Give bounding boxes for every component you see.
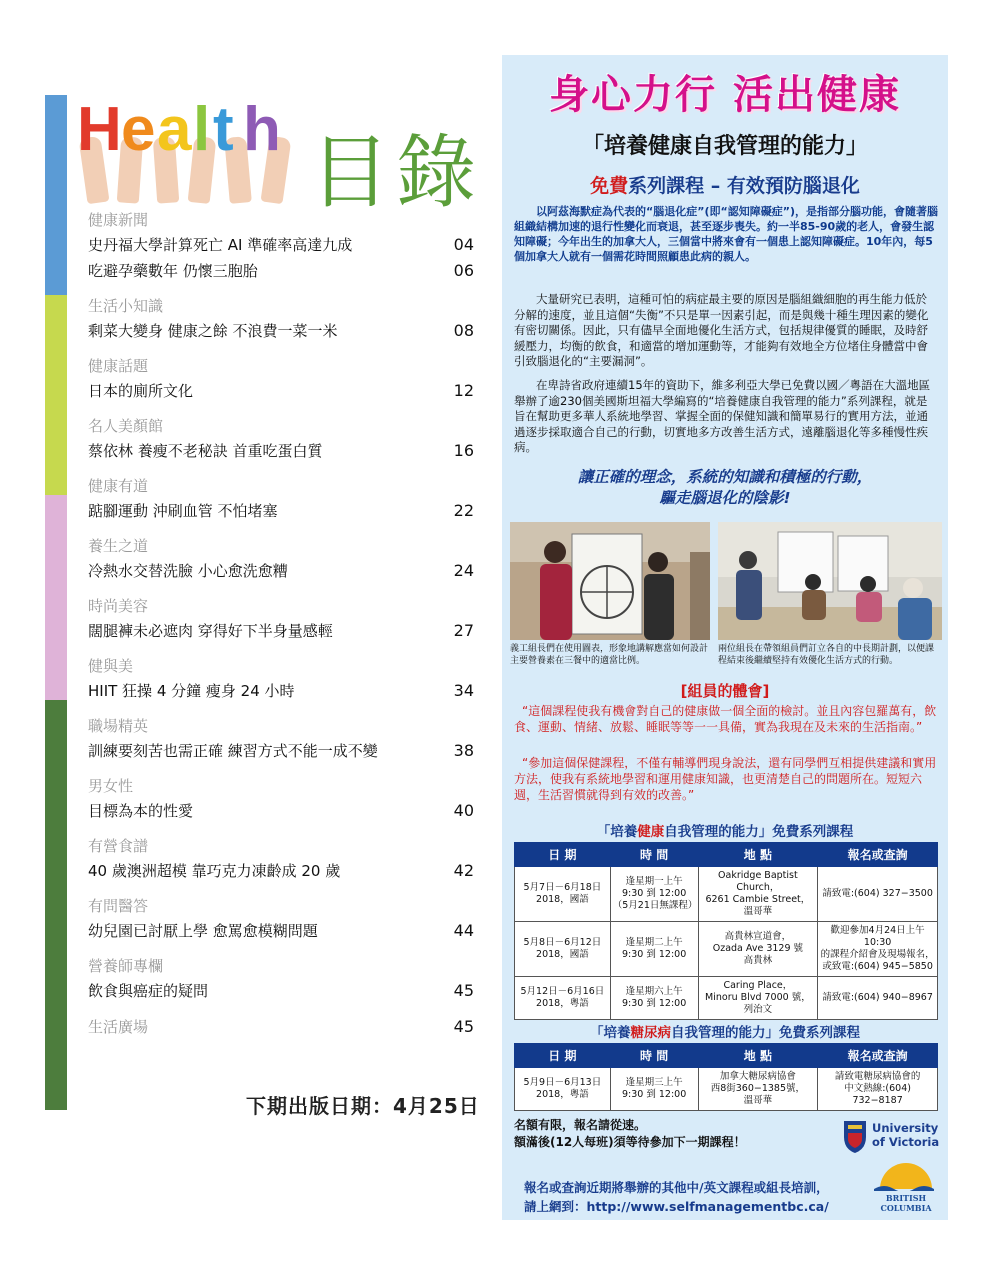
- bc-logo: [870, 1163, 936, 1215]
- schedule-2-title-pre: 「培養: [590, 1025, 631, 1041]
- toc-list: [88, 208, 474, 1040]
- toc-entry-page: 08: [453, 321, 474, 340]
- member-feedback-title: [組員的體會]: [680, 682, 770, 700]
- toc-entry-title: 目標為本的性愛: [88, 802, 194, 820]
- toc-entry[interactable]: [88, 978, 474, 1004]
- member-quote-2: “參加這個保健課程，不僅有輔導們現身說法，還有同學們互相提供建議和實用方法，使我有系統地學習和運用健康知識，也更清楚自己的問題所在。短短六週，生活習慣就得到有效的改善。”: [514, 756, 937, 802]
- toc-entry[interactable]: [88, 678, 474, 704]
- toc-category: 健康有道: [88, 477, 149, 495]
- table-cell: 逢星期三上午 9:30 到 12:00: [610, 1068, 698, 1111]
- color-bar-blue: [45, 95, 67, 295]
- table-header-cell: 報名或查詢: [818, 843, 938, 867]
- table-header-row: [515, 843, 938, 867]
- toc-entry-title: HIIT 狂操 4 分鐘 瘦身 24 小時: [88, 682, 295, 700]
- ad-paragraph-1: 大量研究已表明，這種可怕的病症最主要的原因是腦組織細胞的再生能力低於分解的速度，並且這個“失衡”不只是單一因素引起，而是與幾十種生理因素的變化有密切關係。因此，只有儘早全面地優化生活方式，包括規律優質的睡眠，及時舒緩壓力，均衡的飲食，和適當的增加運動等，才能夠有效地全方位堵住身體當中會引致腦退化的“主要漏洞”。: [514, 292, 929, 368]
- course-advertisement: [502, 55, 948, 1220]
- table-cell: Caring Place， Minoru Blvd 7000 號， 列治文: [698, 977, 818, 1020]
- toc-category: 時尚美容: [88, 597, 149, 615]
- svg-text:H: H: [77, 95, 122, 164]
- ad-intro: 以阿茲海默症為代表的“腦退化症”(即“認知障礙症”)，是指部分腦功能，會隨著腦組織結構加速的退行性變化而衰退，甚至逐步喪失。約一半85-90歲的老人，會發生認知障礙；今年出生的加拿大人，三個當中將來會有一個患上認知障礙症。10年內，每5個加拿大人就有一個需花時間照顧患此病的親人。: [514, 205, 938, 263]
- table-header-cell: 時 間: [610, 1044, 698, 1068]
- photo-volunteers-chart: [510, 522, 710, 640]
- toc-category: 健康話題: [88, 357, 149, 375]
- toc-entry-title: 史丹福大學計算死亡 AI 準確率高達九成: [88, 236, 353, 254]
- toc-entry-title: 剩菜大變身 健康之餘 不浪費一菜一米: [88, 322, 338, 340]
- toc-entry-page: 04: [453, 235, 474, 254]
- ad-course-line: [502, 171, 948, 198]
- schedule-table-diabetes: [514, 1043, 938, 1111]
- table-row: [515, 1068, 938, 1111]
- table-row: [515, 977, 938, 1020]
- toc-entry[interactable]: [88, 618, 474, 644]
- table-cell: 請致電:(604) 327−3500: [818, 867, 938, 922]
- svg-text:a: a: [157, 95, 192, 164]
- toc-category: 健康新聞: [88, 211, 149, 229]
- schedule-2-title-highlight: 糖尿病: [630, 1025, 671, 1041]
- table-header-cell: 時 間: [610, 843, 698, 867]
- uvic-logo-line-1: University: [872, 1121, 939, 1135]
- table-header-row: [515, 1044, 938, 1068]
- toc-entry[interactable]: [88, 798, 474, 824]
- toc-category: 有營食譜: [88, 837, 149, 855]
- register-line-2[interactable]: 請上網到：http://www.selfmanagementbc.ca/: [524, 1199, 829, 1214]
- table-cell: 歡迎參加4月24日上午10:30 的課程介紹會及現場報名， 或致電:(604) 945−5850: [818, 922, 938, 977]
- toc-category: 健與美: [88, 657, 134, 675]
- toc-category: 名人美顏館: [88, 417, 164, 435]
- color-bar-pink: [45, 495, 67, 700]
- schedule-1-title-pre: 「培養: [596, 824, 638, 840]
- table-header-cell: 日 期: [515, 1044, 611, 1068]
- table-cell: 逢星期二上午 9:30 到 12:00: [610, 922, 698, 977]
- toc-entry-title: 訓練要刻苦也需正確 練習方式不能一成不變: [88, 742, 378, 760]
- table-header-cell: 地 點: [698, 1044, 818, 1068]
- toc-entry[interactable]: [88, 918, 474, 944]
- slogan-line-2: 驅走腦退化的陰影!: [659, 489, 791, 507]
- toc-category: 生活廣場: [88, 1018, 149, 1036]
- toc-category: 職場精英: [88, 717, 149, 735]
- svg-text:l: l: [193, 95, 211, 164]
- color-bar-lime: [45, 295, 67, 495]
- health-logo-lettering: [75, 88, 315, 203]
- toc-entry-title: 闊腿褲未必遮肉 穿得好下半身量感輕: [88, 622, 333, 640]
- free-label: 免費: [590, 175, 629, 197]
- toc-category: 生活小知識: [88, 297, 164, 315]
- color-bar-green: [45, 700, 67, 1110]
- photo-group-session: [718, 522, 942, 640]
- table-row: [515, 867, 938, 922]
- table-cell: 請致電糖尿病協會的 中文熱線:(604) 732−8187: [818, 1068, 938, 1111]
- schedule-2-title-post: 自我管理的能力」免費系列課程: [671, 1025, 860, 1041]
- register-line-1: 報名或查詢近期將舉辦的其他中/英文課程或組長培訓，: [524, 1180, 829, 1195]
- toc-entry-page: 12: [453, 381, 474, 400]
- toc-entry-page: 45: [453, 1017, 474, 1036]
- course-line-text: 系列課程 – 有效預防腦退化: [628, 175, 860, 197]
- caption-right: 兩位組長在帶領組員們訂立各自的中長期計劃，以便課程結束後繼續堅持有效優化生活方式的行動。: [718, 644, 935, 666]
- toc-entry[interactable]: [88, 498, 474, 524]
- uvic-logo-text: [872, 1121, 939, 1149]
- toc-entry[interactable]: [88, 858, 474, 884]
- toc-entry-page: 42: [453, 861, 474, 880]
- toc-entry-title: 飲食與癌症的疑問: [88, 982, 209, 1000]
- toc-category: 養生之道: [88, 537, 149, 555]
- svg-text:t: t: [213, 95, 234, 164]
- svg-text:e: e: [121, 95, 156, 164]
- ad-limit-notice: [514, 1117, 746, 1151]
- toc-entry[interactable]: [88, 258, 474, 284]
- member-quote-1: “這個課程使我有機會對自己的健康做一個全面的檢討。並且內容包羅萬有，飲食、運動、情緒、放鬆、睡眠等等一一具備，實為我現在及未來的生活指南。”: [514, 704, 937, 734]
- table-row: [515, 922, 938, 977]
- ad-subtitle: 「培養健康自我管理的能力」: [581, 134, 868, 159]
- table-cell: Oakridge Baptist Church， 6261 Cambie Street， 溫哥華: [698, 867, 818, 922]
- toc-entry[interactable]: [88, 1014, 474, 1040]
- table-header-cell: 報名或查詢: [818, 1044, 938, 1068]
- toc-entry-page: 40: [453, 801, 474, 820]
- toc-entry[interactable]: [88, 318, 474, 344]
- table-header-cell: 地 點: [698, 843, 818, 867]
- toc-entry[interactable]: [88, 438, 474, 464]
- toc-entry-page: 16: [453, 441, 474, 460]
- toc-entry-title: 日本的廁所文化: [88, 382, 194, 400]
- toc-entry-page: 06: [453, 261, 474, 280]
- uvic-logo-line-2: of Victoria: [872, 1135, 940, 1149]
- toc-entry-title: 幼兒園已討厭上學 愈罵愈模糊問題: [88, 922, 318, 940]
- photo-volunteers-chart-image: [510, 522, 710, 640]
- bc-logo-line-1: BRITISH: [885, 1193, 927, 1203]
- table-cell: 5月7日－6月18日 2018，國語: [515, 867, 611, 922]
- table-cell: 逢星期六上午 9:30 到 12:00: [610, 977, 698, 1020]
- table-cell: 逢星期一上午 9:30 到 12:00 （5月21日無課程）: [610, 867, 698, 922]
- bc-logo-text: [870, 1193, 942, 1213]
- toc-category: 營養師專欄: [88, 957, 164, 975]
- limit-line-2: 額滿後(12人每班)須等待參加下一期課程！: [514, 1135, 746, 1149]
- caption-left: 義工組長們在使用圖表，形象地講解應當如何設計主要營養素在三餐中的適當比例。: [510, 644, 709, 666]
- toc-entry-title: 踮腳運動 沖刷血管 不怕堵塞: [88, 502, 278, 520]
- toc-category: 男女性: [88, 777, 134, 795]
- toc-entry-title: 冷熱水交替洗臉 小心愈洗愈糟: [88, 562, 288, 580]
- toc-entry-page: 27: [453, 621, 474, 640]
- photo-group-session-image: [718, 522, 942, 640]
- toc-entry-page: 34: [453, 681, 474, 700]
- uvic-logo: [842, 1119, 942, 1155]
- table-cell: 高貴林宣道會， Ozada Ave 3129 號 高貴林: [698, 922, 818, 977]
- toc-entry[interactable]: [88, 378, 474, 404]
- toc-entry-page: 24: [453, 561, 474, 580]
- toc-entry[interactable]: [88, 558, 474, 584]
- toc-entry-title: 40 歲澳洲超模 靠巧克力凍齡成 20 歲: [88, 862, 341, 880]
- ad-register-info: [524, 1178, 829, 1216]
- toc-entry[interactable]: [88, 232, 474, 258]
- toc-entry-page: 38: [453, 741, 474, 760]
- bc-sun-icon: [874, 1163, 940, 1191]
- toc-entry[interactable]: [88, 738, 474, 764]
- toc-entry-page: 44: [453, 921, 474, 940]
- schedule-1-title-highlight: 健康: [637, 824, 665, 840]
- slogan-line-1: 讓正確的理念，系統的知識和積極的行動，: [577, 468, 873, 486]
- table-cell: 5月9日－6月13日 2018，粵語: [515, 1068, 611, 1111]
- svg-text:h: h: [243, 95, 281, 164]
- limit-line-1: 名額有限，報名請從速。: [514, 1118, 647, 1132]
- toc-entry-title: 蔡依林 養瘦不老秘訣 首重吃蛋白質: [88, 442, 323, 460]
- schedule-1-title: [502, 820, 948, 840]
- ad-paragraph-2: 在卑詩省政府連續15年的資助下，維多利亞大學已免費以國／粵語在大溫地區舉辦了逾230個美國斯坦福大學編寫的“培養健康自我管理的能力”系列課程，就是旨在幫助更多華人系統地學習、掌握全面的保健知識和簡單易行的實用方法，並通過逐步採取適合自己的行動，切實地多方改善生活方式，遠離腦退化等多種慢性疾病。: [514, 378, 931, 454]
- toc-title: 目錄: [310, 126, 482, 219]
- toc-entry-page: 22: [453, 501, 474, 520]
- ad-headline: 身心力行 活出健康: [549, 72, 901, 118]
- ad-slogan: [502, 467, 948, 509]
- schedule-table-health: [514, 842, 938, 1020]
- table-cell: 5月8日－6月12日 2018，國語: [515, 922, 611, 977]
- bc-logo-line-2: COLUMBIA: [880, 1203, 932, 1213]
- table-cell: 請致電:(604) 940−8967: [818, 977, 938, 1020]
- schedule-1-title-post: 自我管理的能力」免費系列課程: [664, 824, 854, 840]
- table-cell: 5月12日－6月16日 2018，粵語: [515, 977, 611, 1020]
- toc-entry-title: 吃避孕藥數年 仍懷三胞胎: [88, 262, 258, 280]
- table-cell: 加拿大糖尿病協會 西8街360−1385號， 溫哥華: [698, 1068, 818, 1111]
- schedule-2-title: [502, 1021, 948, 1041]
- next-issue-date: 下期出版日期：4月25日: [246, 1094, 480, 1118]
- table-header-cell: 日 期: [515, 843, 611, 867]
- toc-entry-page: 45: [453, 981, 474, 1000]
- toc-category: 有問醫答: [88, 897, 149, 915]
- health-logo: [75, 88, 315, 203]
